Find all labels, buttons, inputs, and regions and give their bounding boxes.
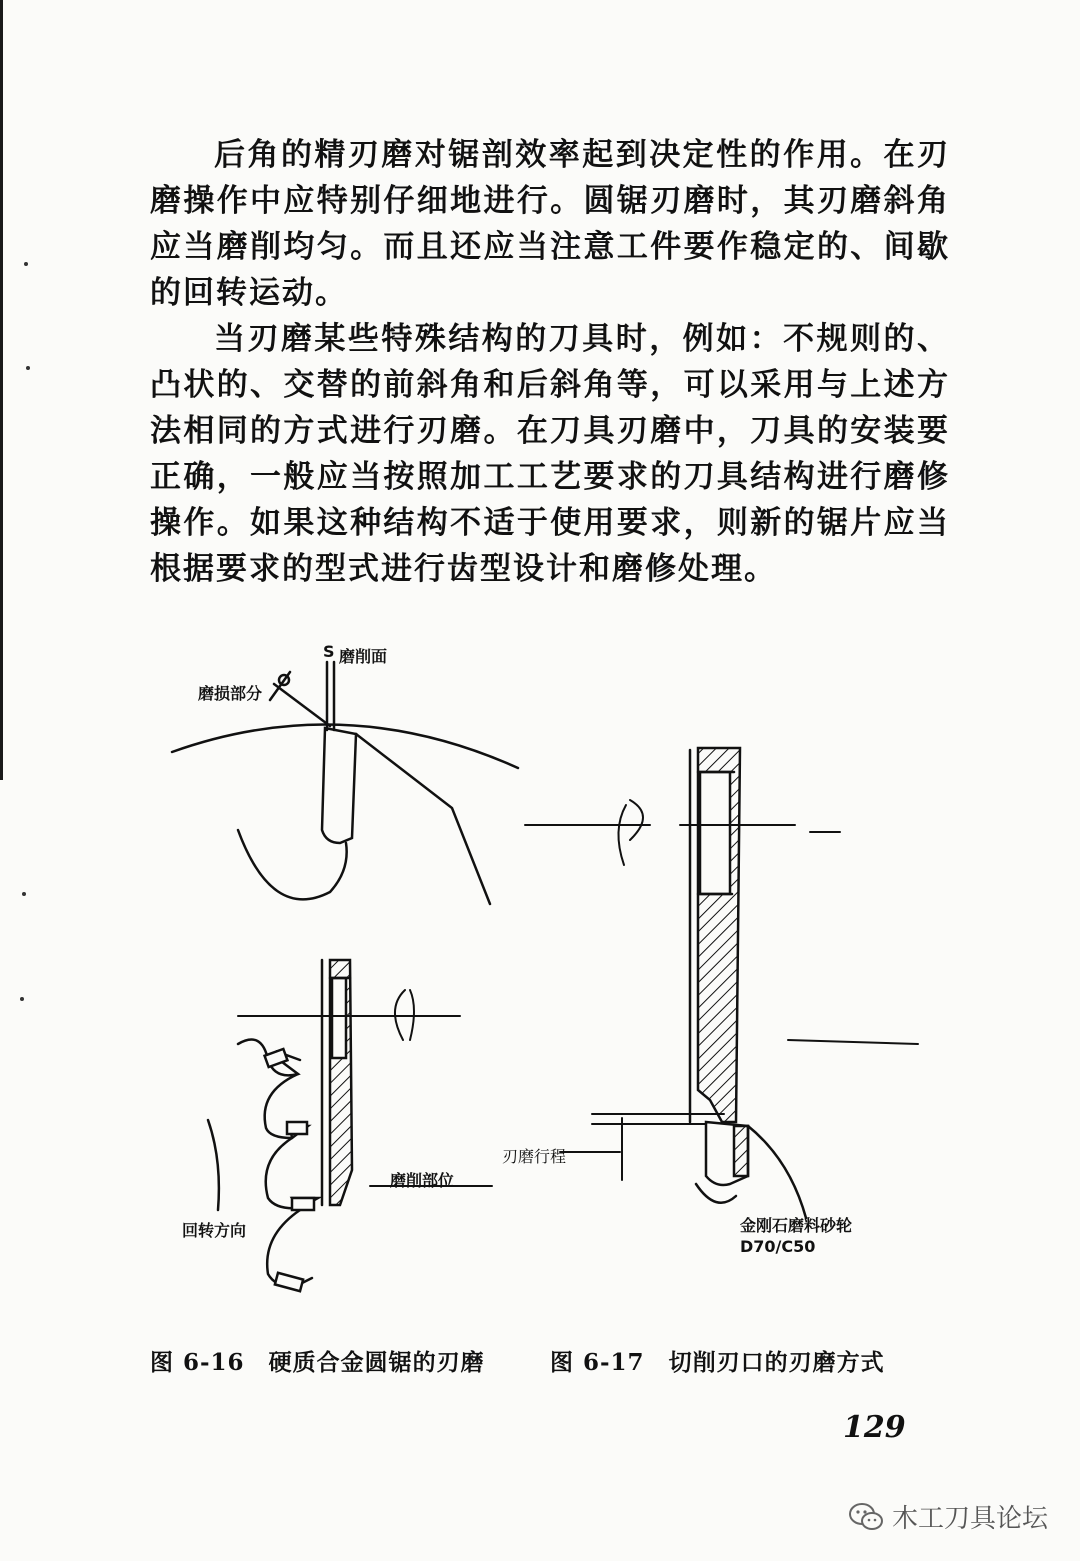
label-grinding-surface: 磨削面 bbox=[339, 647, 388, 666]
label-grinding-travel: 刃磨行程 bbox=[502, 1147, 567, 1166]
label-grinding-position: 磨削部位 bbox=[390, 1171, 455, 1190]
wechat-icon bbox=[848, 1502, 884, 1532]
label-wheel-name: 金刚石磨料砂轮 bbox=[740, 1216, 853, 1235]
fig-6-17-travel-lines bbox=[560, 1114, 728, 1180]
watermark-text: 木工刀具论坛 bbox=[892, 1504, 1049, 1534]
fig-6-17-grinding-wheel bbox=[696, 1122, 806, 1218]
paragraph-1: 后角的精刃磨对锯剖效率起到决定性的作用。在刃磨操作中应特别仔细地进行。圆锯刃磨时，其刃磨斜角应当磨削均匀。而且还应当注意工件要作稳定的、间歇的回转运动。 bbox=[150, 137, 950, 311]
label-s: S bbox=[323, 642, 335, 661]
fig-6-16-blade-section bbox=[322, 960, 352, 1205]
caption-figure-6-16: 图 6-16 硬质合金圆锯的刃磨 bbox=[150, 1349, 485, 1376]
fig-6-16-tooth bbox=[238, 662, 490, 904]
label-rotation-direction: 回转方向 bbox=[182, 1221, 247, 1240]
label-worn-part: 磨损部分 bbox=[198, 684, 263, 703]
label-wheel-spec: D70/C50 bbox=[740, 1237, 816, 1256]
watermark bbox=[848, 1498, 1048, 1535]
page-number: 129 bbox=[843, 1410, 906, 1445]
fig-6-17-cutter-section bbox=[690, 748, 740, 1122]
caption-figure-6-17: 图 6-17 切削刃口的刃磨方式 bbox=[550, 1349, 885, 1376]
paragraph-2: 当刃磨某些特殊结构的刀具时，例如：不规则的、凸状的、交替的前斜角和后斜角等，可以采用与上述方法相同的方式进行刃磨。在刀具刃磨中，刀具的安装要正确，一般应当按照加工工艺要求的刀具结构进行磨修操作。如果这种结构不适于使用要求，则新的锯片应当根据要求的型式进行齿型设计和磨修处理。 bbox=[150, 321, 950, 587]
fig-6-16-teeth bbox=[208, 1040, 318, 1292]
